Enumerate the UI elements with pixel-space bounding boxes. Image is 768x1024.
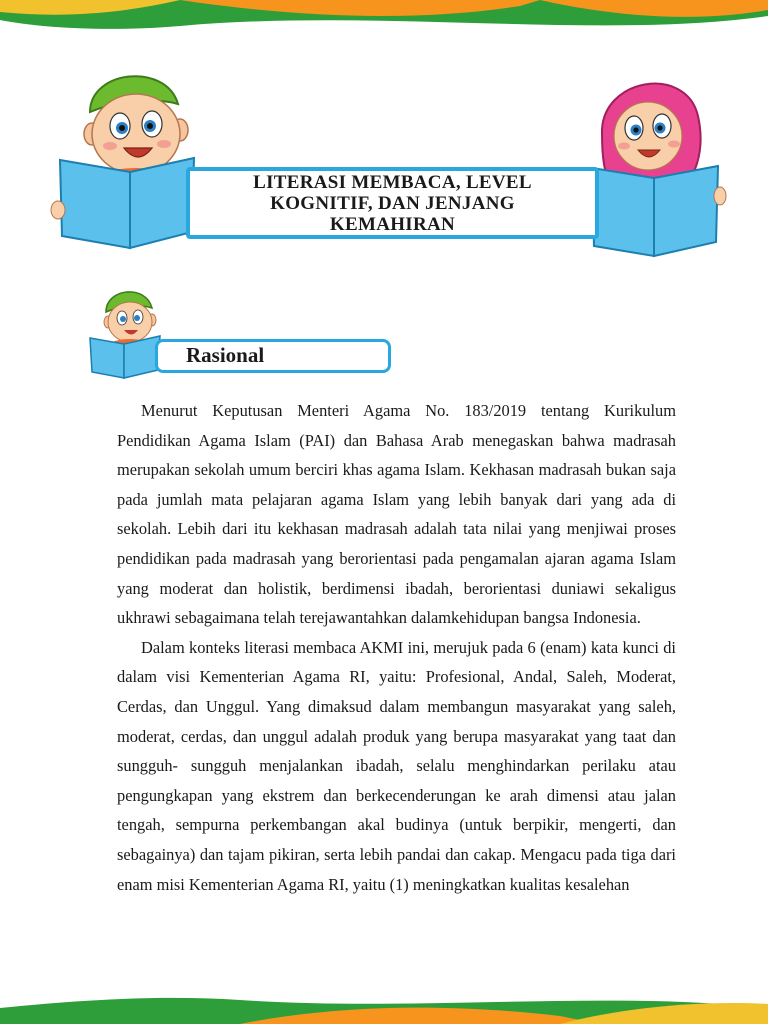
title-line-3: KEMAHIRAN <box>329 214 456 235</box>
girl-reading-book-icon <box>582 64 732 260</box>
boy-reading-book-icon <box>48 42 198 252</box>
top-decorative-band <box>0 0 768 34</box>
paragraph-1: Menurut Keputusan Menteri Agama No. 183/2019 tentang Kurikulum Pendidikan Agama Islam (PAI) dan Bahasa Arab menegaskan bahwa madrasah merupakan sekolah umum berciri khas agama Islam. Kekhasan madrasah bukan saja pada jumlah mata pelajaran agama Islam yang lebih banyak dari yang ada di sekolah. Lebih dari itu kekhasan madrasah adalah tata nilai yang menjiwai proses pendidikan pada madrasah yang berorientasi pada pengamalan ajaran agama Islam yang moderat dan holistik, berdimensi ibadah, berorientasi duniawi sekaligus ukhrawi sebagaimana telah terejawantahkan dalamkehidupan bangsa Indonesia. <box>117 401 676 628</box>
boy-reading-book-small-icon <box>86 282 164 380</box>
title-line-2: KOGNITIF, DAN JENJANG <box>270 193 515 214</box>
paragraph-2: Dalam konteks literasi membaca AKMI ini, merujuk pada 6 (enam) kata kunci di dalam visi Kementerian Agama RI, yaitu: Profesional, Andal, Saleh, Moderat, Cerdas, dan Unggul. Yang dimaksud dalam membangun masyarakat yang saleh, moderat, cerdas, dan unggul adalah produk yang berupa masyarakat yang taat dan sungguh- sungguh menjalankan ibadah, selalu menghindarkan perilaku atau pengungkapan yang ekstrem dan berkecenderungan ke arah dimensi atau jalan tengah, sempurna perkembangan akal budinya (untuk berpikir, mengerti, dan sebagainya) dan tajam pikiran, serta lebih pandai dan cakap. Mengacu pada tiga dari enam misi Kementerian Agama RI, yaitu (1) meningkatkan kualitas kesalehan <box>117 637 676 894</box>
page-title <box>200 172 585 235</box>
bottom-decorative-band <box>0 990 768 1024</box>
section-heading: Rasional <box>186 343 265 367</box>
body-text <box>117 396 676 899</box>
title-line-1: LITERASI MEMBACA, LEVEL <box>253 172 532 193</box>
